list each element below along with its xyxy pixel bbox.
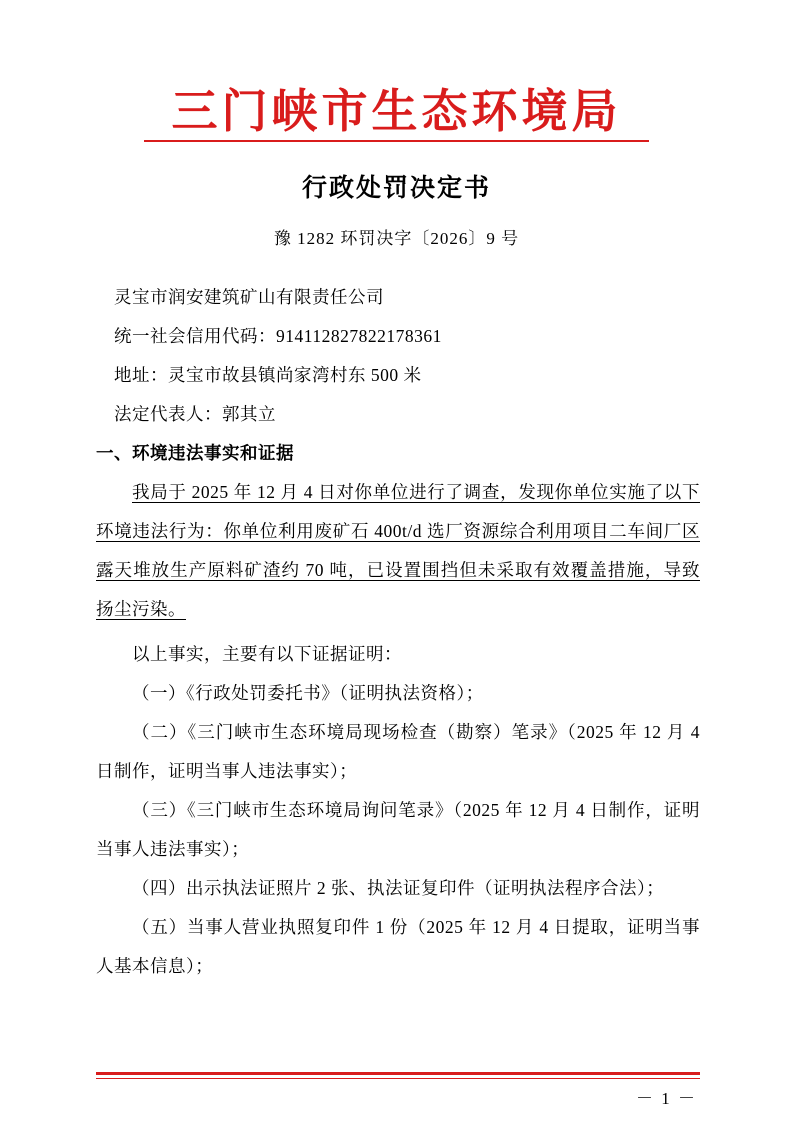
document-number: 豫 1282 环罚决字〔2026〕9 号 [273,229,520,248]
section-heading-one: 一、环境违法事实和证据 [96,443,294,463]
party-address: 地址：灵宝市故县镇尚家湾村东 500 米 [114,365,422,385]
evidence-item: （四）出示执法证照片 2 张、执法证复印件（证明执法程序合法）； [132,878,665,898]
violation-fact-paragraph: 我局于 2025 年 12 月 4 日对你单位进行了调查，发现你单位实施了以下环境违法行为：你单位利用废矿石 400t/d 选厂资源综合利用项目二车间厂区露天堆放生产原料矿渣约 70 吨，已设置围挡但未采取有效覆盖措施，导致扬尘污染。 [96,482,700,619]
page-number: － 1 － [636,1089,697,1108]
issuing-authority-title: 三门峡市生态环境局 [171,86,622,137]
evidence-item: （一）《行政处罚委托书》（证明执法资格）； [132,683,484,703]
party-name: 灵宝市润安建筑矿山有限责任公司 [114,287,384,307]
party-legal-representative: 法定代表人：郭其立 [114,404,276,424]
footer-divider-thick [96,1072,700,1075]
evidence-intro: 以上事实，主要有以下证据证明： [132,644,402,664]
masthead [0,86,793,139]
evidence-item: （五）当事人营业执照复印件 1 份（2025 年 12 月 4 日提取，证明当事人基本信息）； [96,917,700,976]
party-credit-code: 统一社会信用代码：914112827822178361 [114,326,442,346]
document-title: 行政处罚决定书 [301,175,491,202]
document-body [96,278,700,986]
evidence-item: （三）《三门峡市生态环境局询问笔录》（2025 年 12 月 4 日制作，证明当事人违法事实）； [96,800,700,859]
masthead-divider [144,140,649,142]
footer-divider-thin [96,1078,700,1079]
evidence-item: （二）《三门峡市生态环境局现场检查（勘察）笔录》（2025 年 12 月 4 日制作，证明当事人违法事实）； [96,722,700,781]
